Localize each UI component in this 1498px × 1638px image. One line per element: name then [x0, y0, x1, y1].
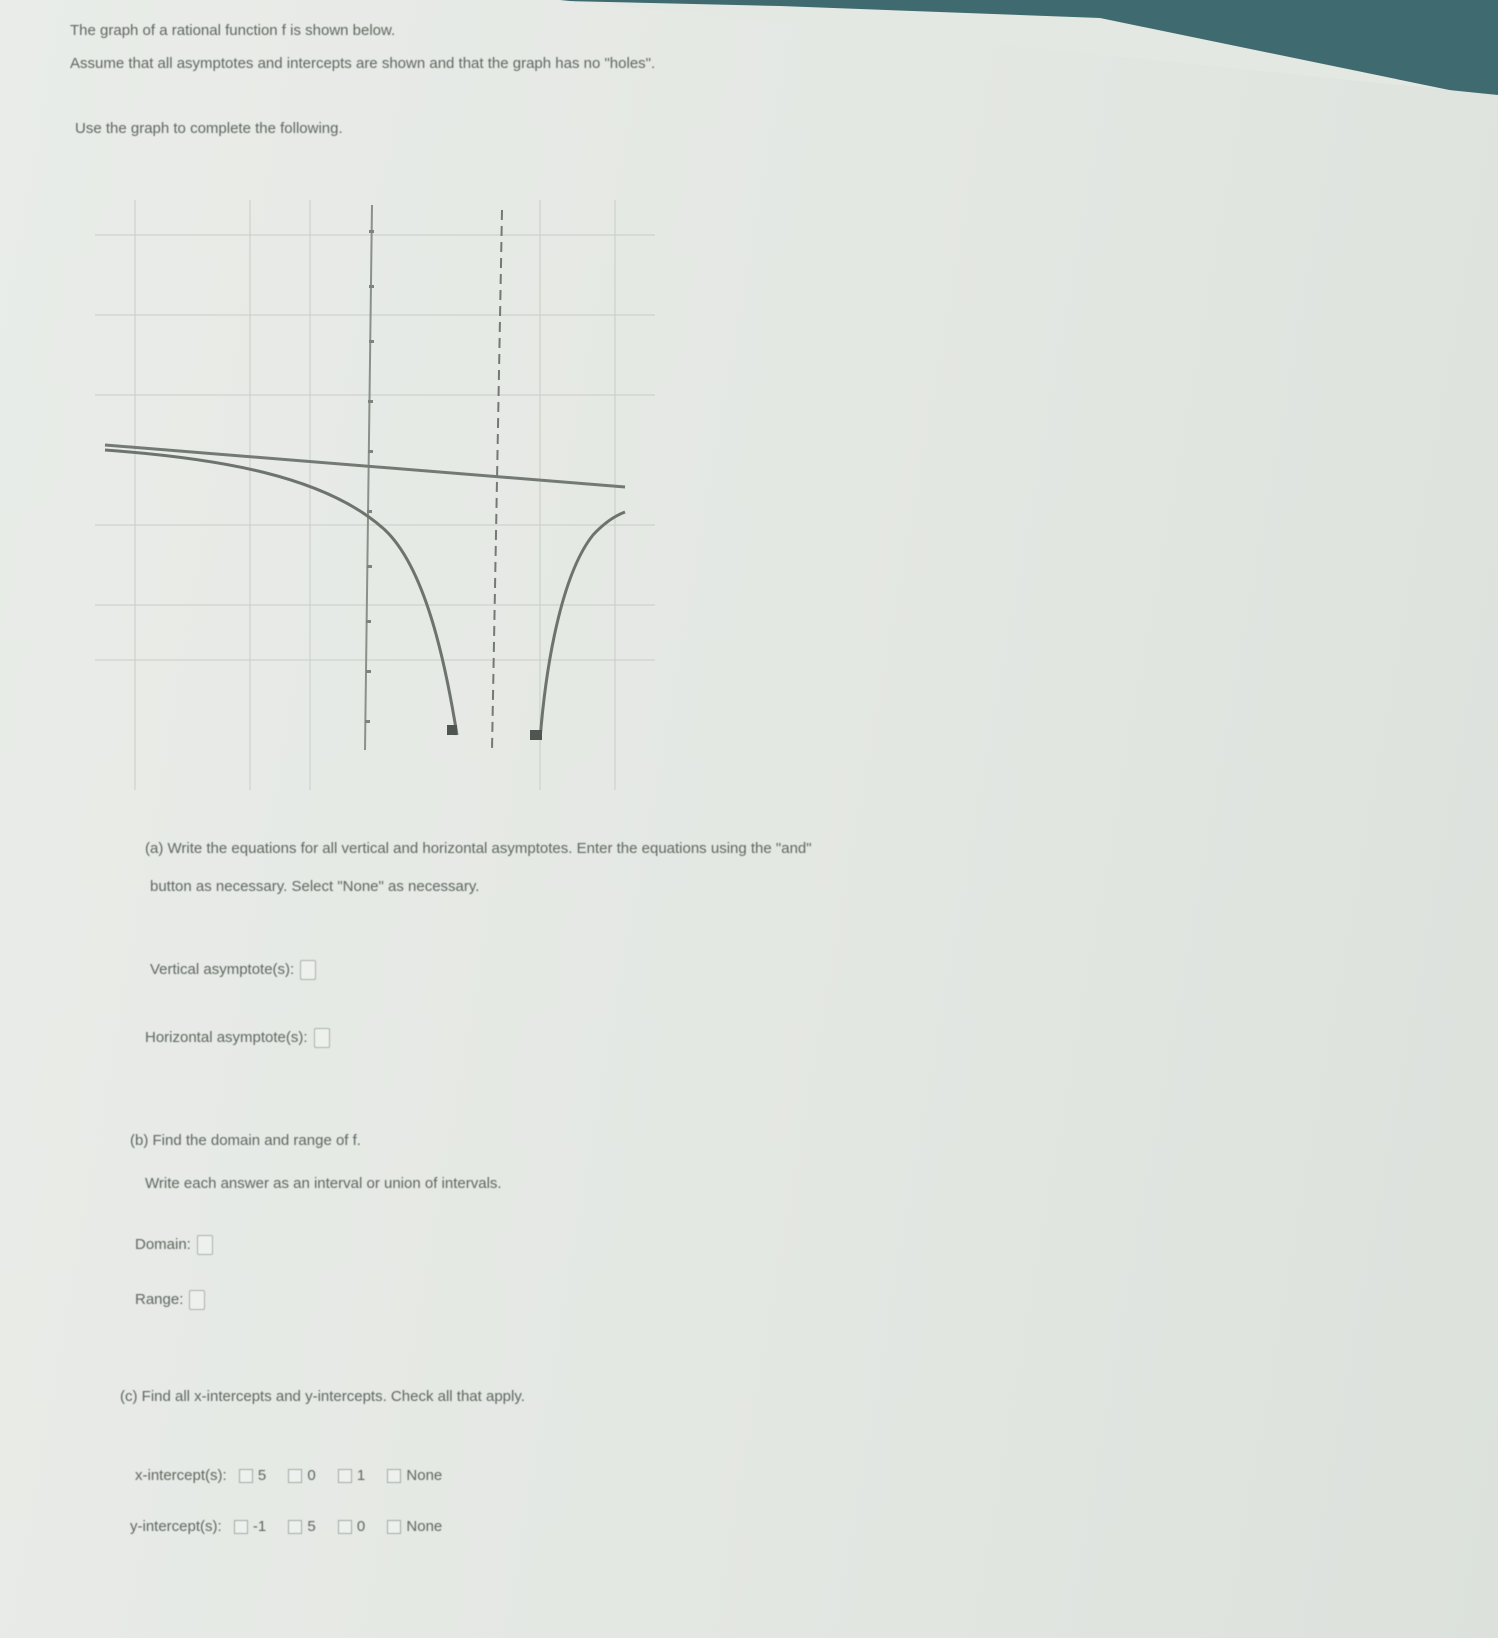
part-c-prompt: (c) Find all x-intercepts and y-intercepts. Check all that apply.	[120, 1388, 525, 1405]
range-answer-box[interactable]	[189, 1290, 205, 1310]
x-option-none-checkbox[interactable]	[387, 1469, 401, 1483]
y-option-5-label: 5	[307, 1518, 316, 1535]
y-option-none-label: None	[406, 1518, 443, 1535]
y-intercepts-label: y-intercept(s):	[130, 1518, 222, 1535]
x-option-5-checkbox[interactable]	[239, 1469, 253, 1483]
x-option-5-label: 5	[257, 1467, 267, 1484]
range-row	[135, 1290, 205, 1310]
part-a-prompt-2: button as necessary. Select "None" as necessary.	[150, 878, 480, 895]
x-option-0-checkbox[interactable]	[288, 1469, 302, 1483]
range-label: Range:	[135, 1290, 184, 1308]
y-option-0-label: 0	[356, 1518, 366, 1535]
y-option-neg1-checkbox[interactable]	[234, 1520, 248, 1534]
right-branch-curve	[530, 512, 625, 740]
horizontal-asymptote-answer-box[interactable]	[314, 1028, 330, 1048]
y-option-none-checkbox[interactable]	[387, 1520, 401, 1534]
vertical-asymptote-label: Vertical asymptote(s):	[150, 960, 295, 978]
domain-answer-box[interactable]	[197, 1235, 213, 1255]
graph-grid	[95, 200, 655, 790]
function-graph	[95, 190, 655, 790]
x-option-1-label: 1	[356, 1467, 366, 1484]
y-option-neg1-label: -1	[252, 1518, 267, 1535]
problem-line-2: Assume that all asymptotes and intercepts are shown and that the graph has no "holes".	[70, 55, 656, 72]
domain-label: Domain:	[135, 1235, 191, 1253]
vertical-asymptote-line	[492, 210, 502, 750]
x-intercepts-row	[135, 1467, 442, 1484]
x-option-0-label: 0	[307, 1467, 316, 1484]
y-option-5-checkbox[interactable]	[288, 1520, 302, 1534]
part-b-prompt: (b) Find the domain and range of f.	[130, 1132, 361, 1149]
horizontal-asymptote-label: Horizontal asymptote(s):	[145, 1028, 308, 1046]
problem-line-3: Use the graph to complete the following.	[75, 120, 343, 137]
x-option-none-label: None	[406, 1467, 443, 1484]
left-branch-curve	[105, 450, 457, 735]
problem-line-1: The graph of a rational function f is shown below.	[70, 22, 396, 39]
domain-row	[135, 1235, 213, 1255]
horizontal-asymptote-row	[145, 1028, 330, 1048]
y-intercepts-row	[130, 1518, 442, 1535]
x-option-1-checkbox[interactable]	[338, 1469, 352, 1483]
horizontal-asymptote-line	[105, 445, 625, 487]
vertical-asymptote-answer-box[interactable]	[300, 960, 316, 980]
vertical-asymptote-row	[150, 960, 316, 980]
x-intercepts-label: x-intercept(s):	[135, 1467, 227, 1484]
part-b-prompt-2: Write each answer as an interval or union of intervals.	[145, 1175, 502, 1192]
part-a-prompt: (a) Write the equations for all vertical and horizontal asymptotes. Enter the equations using the "and"	[145, 840, 812, 857]
y-option-0-checkbox[interactable]	[338, 1520, 352, 1534]
